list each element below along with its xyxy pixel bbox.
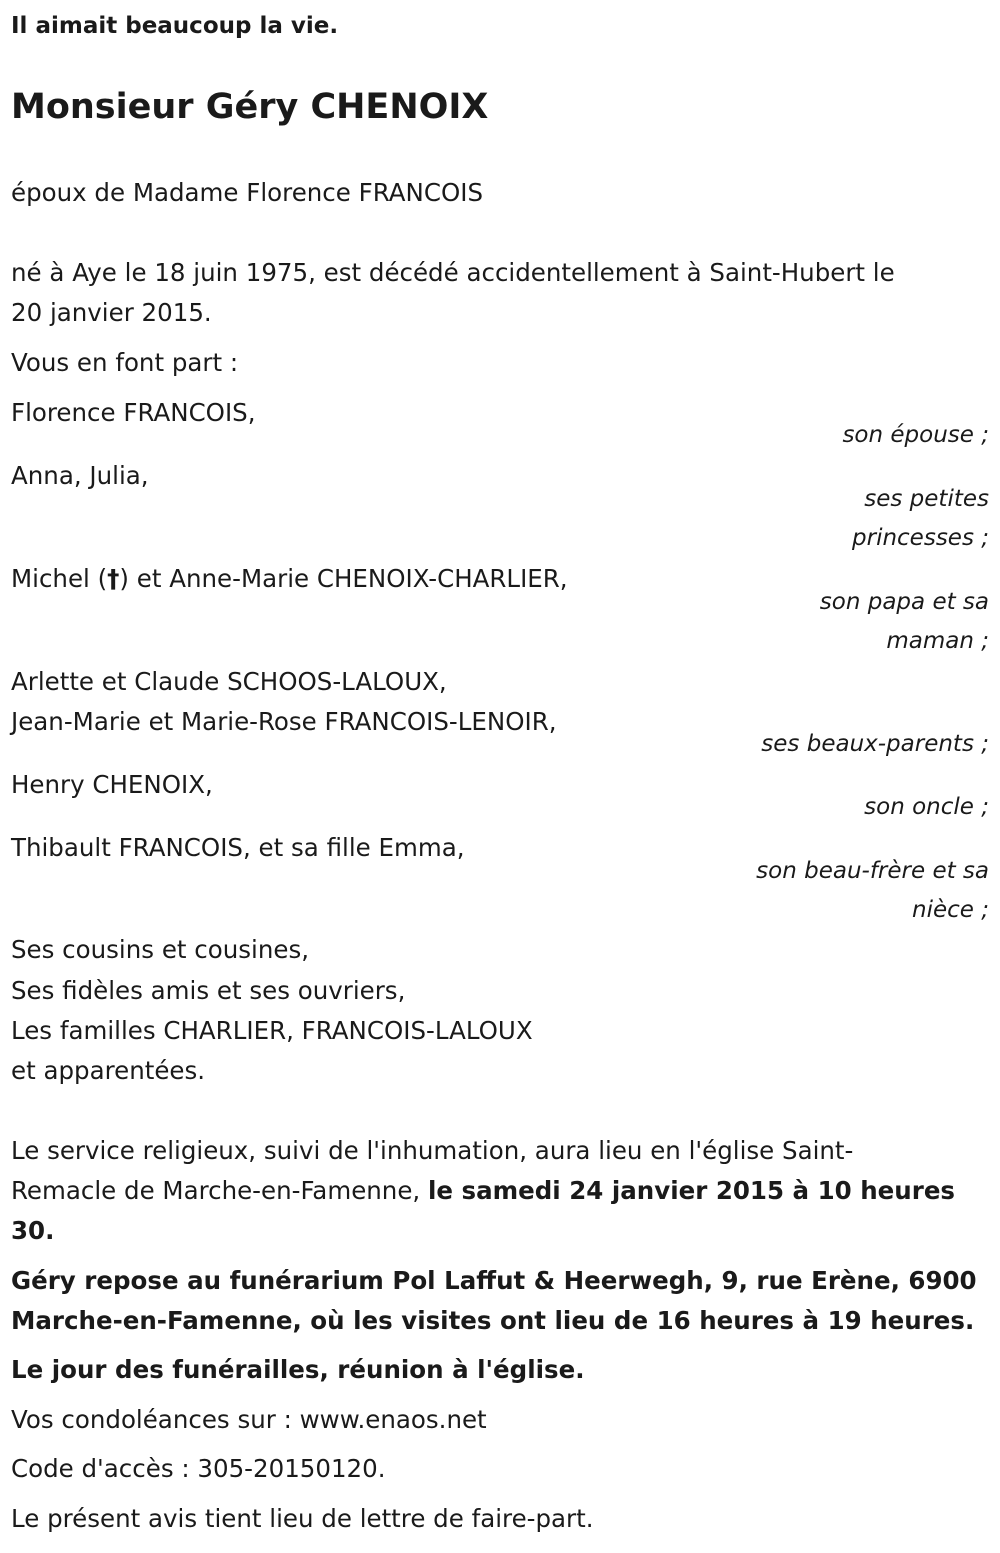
deceased-name: Monsieur Géry CHENOIX	[11, 87, 489, 127]
service-line-1: Le service religieux, suivi de l'inhumation, aura lieu en l'église Saint-	[11, 1136, 854, 1165]
family-daughters-role-line-2: princesses ;	[852, 525, 989, 551]
service-line-2	[11, 1171, 955, 1211]
family-daughters-role-line-1: ses petites	[864, 486, 989, 512]
family-uncle-names: Henry CHENOIX,	[11, 770, 213, 799]
closing-note: Le présent avis tient lieu de lettre de faire-part.	[11, 1504, 594, 1533]
viewing-line-1: Géry repose au funérarium Pol Laffut & Heerwegh, 9, rue Erène, 6900	[11, 1266, 977, 1295]
family-brother-in-law-role-line-1: son beau-frère et sa	[756, 858, 989, 884]
family-parents-names	[11, 559, 568, 599]
family-uncle-role: son oncle ;	[864, 794, 989, 820]
family-parents-role-line-1: son papa et sa	[819, 589, 989, 615]
family-spouse-role: son épouse ;	[842, 422, 989, 448]
announcement-intro: Vous en font part :	[11, 348, 239, 377]
others-line-1: Ses cousins et cousines,	[11, 935, 309, 964]
birth-death-line-2: 20 janvier 2015.	[11, 298, 212, 327]
others-line-2: Ses fidèles amis et ses ouvriers,	[11, 976, 406, 1005]
access-code: Code d'accès : 305-20150120.	[11, 1454, 386, 1483]
viewing-line-2: Marche-en-Famenne, où les visites ont lieu de 16 heures à 19 heures.	[11, 1306, 975, 1335]
cross-icon: †	[107, 564, 120, 593]
others-line-3: Les familles CHARLIER, FRANCOIS-LALOUX	[11, 1016, 533, 1045]
family-in-laws-names-line-2: Jean-Marie et Marie-Rose FRANCOIS-LENOIR,	[11, 707, 557, 736]
service-date: le samedi 24 janvier 2015 à 10 heures	[427, 1176, 956, 1205]
epigraph: Il aimait beaucoup la vie.	[11, 13, 339, 39]
family-parents-role-line-2: maman ;	[886, 628, 989, 654]
family-spouse-names: Florence FRANCOIS,	[11, 398, 256, 427]
spouse-line: époux de Madame Florence FRANCOIS	[11, 178, 484, 207]
others-line-4: et apparentées.	[11, 1056, 206, 1085]
condolences: Vos condoléances sur : www.enaos.net	[11, 1405, 487, 1434]
birth-death-line-1: né à Aye le 18 juin 1975, est décédé accidentellement à Saint-Hubert le	[11, 258, 895, 287]
service-line-3: 30.	[11, 1216, 55, 1245]
family-in-laws-names-line-1: Arlette et Claude SCHOOS-LALOUX,	[11, 667, 447, 696]
family-in-laws-role: ses beaux-parents ;	[761, 731, 989, 757]
parents-names-before: Michel (	[11, 564, 108, 593]
family-brother-in-law-role-line-2: nièce ;	[912, 897, 989, 923]
service-location: Remacle de Marche-en-Famenne,	[11, 1176, 428, 1205]
parents-names-after: ) et Anne-Marie CHENOIX-CHARLIER,	[119, 564, 568, 593]
family-brother-in-law-names: Thibault FRANCOIS, et sa fille Emma,	[11, 833, 465, 862]
funeral-day: Le jour des funérailles, réunion à l'église.	[11, 1355, 585, 1384]
family-daughters-names: Anna, Julia,	[11, 461, 149, 490]
